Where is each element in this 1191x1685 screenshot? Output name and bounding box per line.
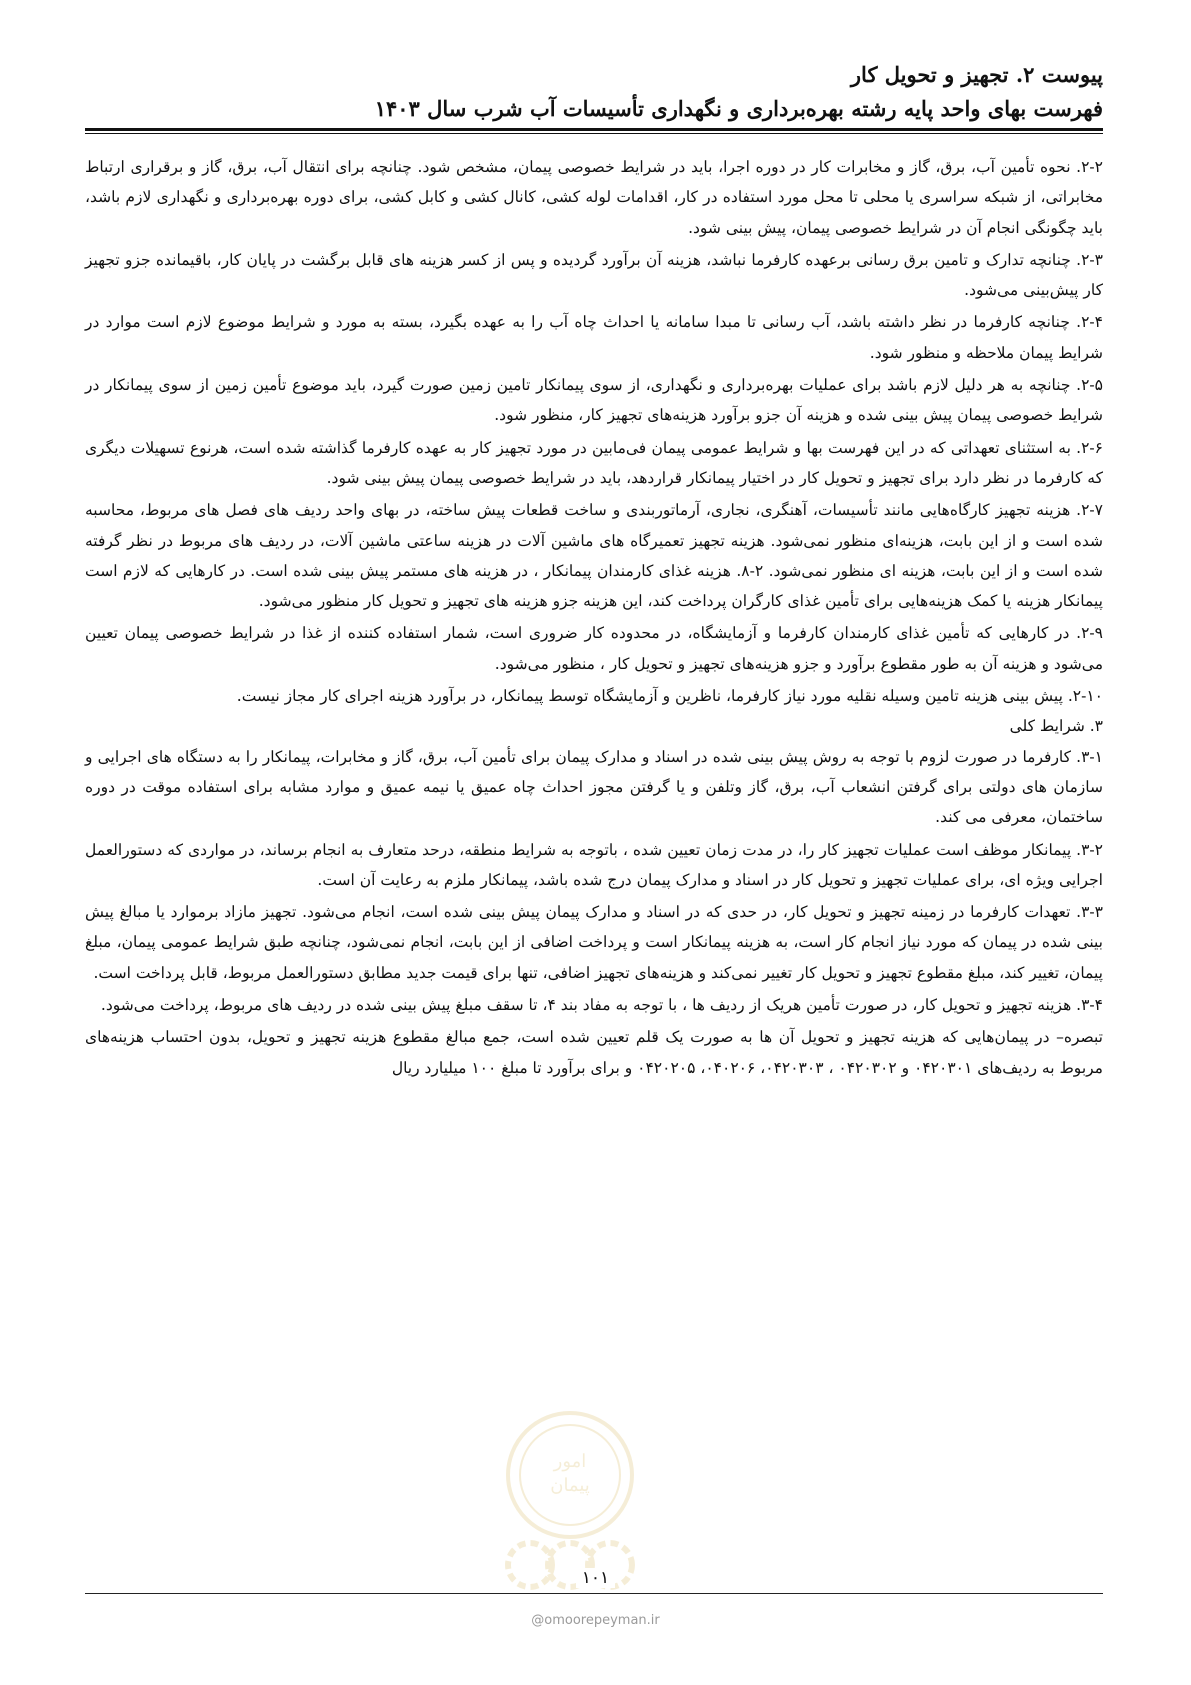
paragraph-3-2: ۳-۲. پیمانکار موظف است عملیات تجهیز کار را، در مدت زمان تعیین شده ، باتوجه به شرایط منطقه، درحد متعارف به انجام برساند، در مواردی که دستورالعمل اجرایی ویژه ای، برای عملیات تجهیز و تحویل کار در اسناد و مدارک پیمان درج شده باشد، پیمانکار ملزم به رعایت آن است. xyxy=(85,840,1103,889)
paragraph-2-7: ۲-۷. هزینه تجهیز کارگاه‌هایی مانند تأسیسات، آهنگری، نجاری، آرماتوربندی و ساخت قطعات پیش ساخته، در بهای واحد ردیف های فصل های مربوط، محاسبه شده است و از این بابت، هزینه‌ای منظور نمی‌شود. هزینه تجهیز تعمیرگاه های ماشین آلات در هزینه ساعتی ماشین آلات، در ردیف های مربوط در نظر گرفته شده است و از این بابت، هزینه ای منظور نمی‌شود. ۲-۸. هزینه غذای کارمندان پیمانکار ، در هزینه های مستمر پیش بینی شده است. در کارهایی که لازم است پیمانکار هزینه یا کمک هزینه‌هایی برای تأمین غذای کارگران پرداخت کند، این هزینه جزو هزینه های تجهیز و تحویل کار منظور می‌شود. xyxy=(85,501,1103,611)
page-number-text: ۱۰۱ xyxy=(576,1568,615,1588)
footer-rule xyxy=(85,1593,1103,1594)
section-heading-3: ۳. شرایط کلی xyxy=(1009,717,1103,736)
header-rule-thin xyxy=(85,133,1103,134)
website-watermark: @omoorepeyman.ir xyxy=(531,1613,660,1628)
document-title: فهرست بهای واحد پایه رشته بهره‌برداری و نگهداری تأسیسات آب شرب سال ۱۴۰۳ xyxy=(374,96,1103,121)
paragraph-note: تبصره– در پیمان‌هایی که هزینه تجهیز و تحویل آن ها به صورت یک قلم تعیین شده است، جمع مبالغ مقطوع هزینه تجهیز و تحویل، بدون احتساب هزینه‌های مربوط به ردیف‌های ۰۴۲۰۳۰۱ و ۰۴۲۰۳۰۲ ، ۰۴۲۰۳۰۳، ۰۴۰۲۰۶، ۰۴۲۰۲۰۵ و برای برآورد تا مبلغ ۱۰۰ میلیارد ریال xyxy=(85,1028,1103,1077)
paragraph-3-3: ۳-۳. تعهدات کارفرما در زمینه تجهیز و تحویل کار، در حدی که در اسناد و مدارک پیمان پیش بینی شده است، انجام می‌شود. تجهیز مازاد برموارد یا مبالغ پیش بینی شده در پیمان که مورد نیاز انجام کار است، به هزینه پیمانکار است و پرداخت اضافی از این بابت، انجام نمی‌شود، چنانچه طبق شرایط عمومی پیمان، مبلغ پیمان، تغییر کند، مبلغ مقطوع تجهیز و تحویل کار تغییر نمی‌کند و هزینه‌های تجهیز اضافی، تنها برای قیمت جدید مطابق دستورالعمل مربوط، قابل پرداخت است. xyxy=(85,903,1103,982)
paragraph-3-1: ۳-۱. کارفرما در صورت لزوم با توجه به روش پیش بینی شده در اسناد و مدارک پیمان برای تأمین آب، برق، گاز و مخابرات، پیمانکار را به دستگاه های اجرایی و سازمان های دولتی برای گرفتن انشعاب آب، برق، گاز وتلفن و یا گرفتن مجوز احداث چاه عمیق یا نیمه عمیق و موارد مشابه برای استفاده موقت در دوره ساختمان، معرفی می کند. xyxy=(85,747,1103,827)
page-header xyxy=(88,58,1103,126)
paragraph-2-2: ۲-۲. نحوه تأمین آب، برق، گاز و مخابرات کار در دوره اجرا، باید در شرایط خصوصی پیمان، مشخص شود. چنانچه برای انتقال آب، برق، گاز و برقراری ارتباط مخابراتی، از شبکه سراسری یا محلی تا محل مورد استفاده در کار، اقدامات لوله کشی، کانال کشی و کابل کشی، برای دوره بهره‌برداری و نگهداری لازم باشد، باید چگونگی انجام آن در شرایط خصوصی پیمان، پیش بینی شود. xyxy=(85,158,1103,237)
page-number xyxy=(0,1566,1191,1590)
paragraph-2-5: ۲-۵. چنانچه به هر دلیل لازم باشد برای عملیات بهره‌برداری و نگهداری، از سوی پیمانکار تامین زمین صورت گیرد، باید موضوع تأمین زمین از سوی پیمانکار در شرایط خصوصی پیمان پیش بینی شده و هزینه آن جزو برآورد هزینه‌های تجهیز کار، منظور شود. xyxy=(85,376,1103,425)
paragraph-2-4: ۲-۴. چنانچه کارفرما در نظر داشته باشد، آب رسانی تا مبدا سامانه یا احداث چاه آب را به عهده بگیرد، بسته به مورد و شرایط موضوع لازم است موارد در شرایط پیمان ملاحظه و منظور شود. xyxy=(85,313,1103,362)
header-rule-thick xyxy=(85,128,1103,131)
paragraph-2-6: ۲-۶. به استثنای تعهداتی که در این فهرست بها و شرایط عمومی پیمان فی‌مابین در مورد تجهیز کار به عهده کارفرما گذاشته شده است، هرنوع تسهیلات دیگری که کارفرما در نظر دارد برای تجهیز و تحویل کار در اختیار پیمانکار قراردهد، باید در شرایط خصوصی پیمان پیش بینی شود. xyxy=(85,438,1103,487)
svg-text:امور: امور xyxy=(553,1451,587,1472)
appendix-title: پیوست ۲. تجهیز و تحویل کار xyxy=(850,62,1103,87)
paragraph-3-4: ۳-۴. هزینه تجهیز و تحویل کار، در صورت تأمین هریک از ردیف ها ، با توجه به مفاد بند ۴، تا سقف مبلغ پیش بینی شده در ردیف های مربوط، پرداخت می‌شود. xyxy=(100,996,1103,1015)
paragraph-2-10: ۲-۱۰. پیش بینی هزینه تامین وسیله نقلیه مورد نیاز کارفرما، ناظرین و آزمایشگاه توسط پیمانکار، در برآورد هزینه اجرای کار مجاز نیست. xyxy=(236,687,1103,706)
paragraph-2-9: ۲-۹. در کارهایی که تأمین غذای کارمندان کارفرما و آزمایشگاه، در محدوده کار ضروری است، شمار استفاده کننده از غذا در شرایط خصوصی پیمان تعیین می‌شود و هزینه آن به طور مقطوع برآورد و جزو هزینه‌های تجهیز و تحویل کار ، منظور می‌شود. xyxy=(85,624,1103,673)
svg-text:پیمان: پیمان xyxy=(550,1475,590,1496)
document-body xyxy=(85,152,1103,1085)
paragraph-2-3: ۲-۳. چنانچه تدارک و تامین برق رسانی برعهده کارفرما نباشد، هزینه آن برآورد گردیده و پس از کسر هزینه های قابل برگشت در پایان کار، باقیمانده جزو تجهیز کار پیش‌بینی می‌شود. xyxy=(85,250,1103,300)
